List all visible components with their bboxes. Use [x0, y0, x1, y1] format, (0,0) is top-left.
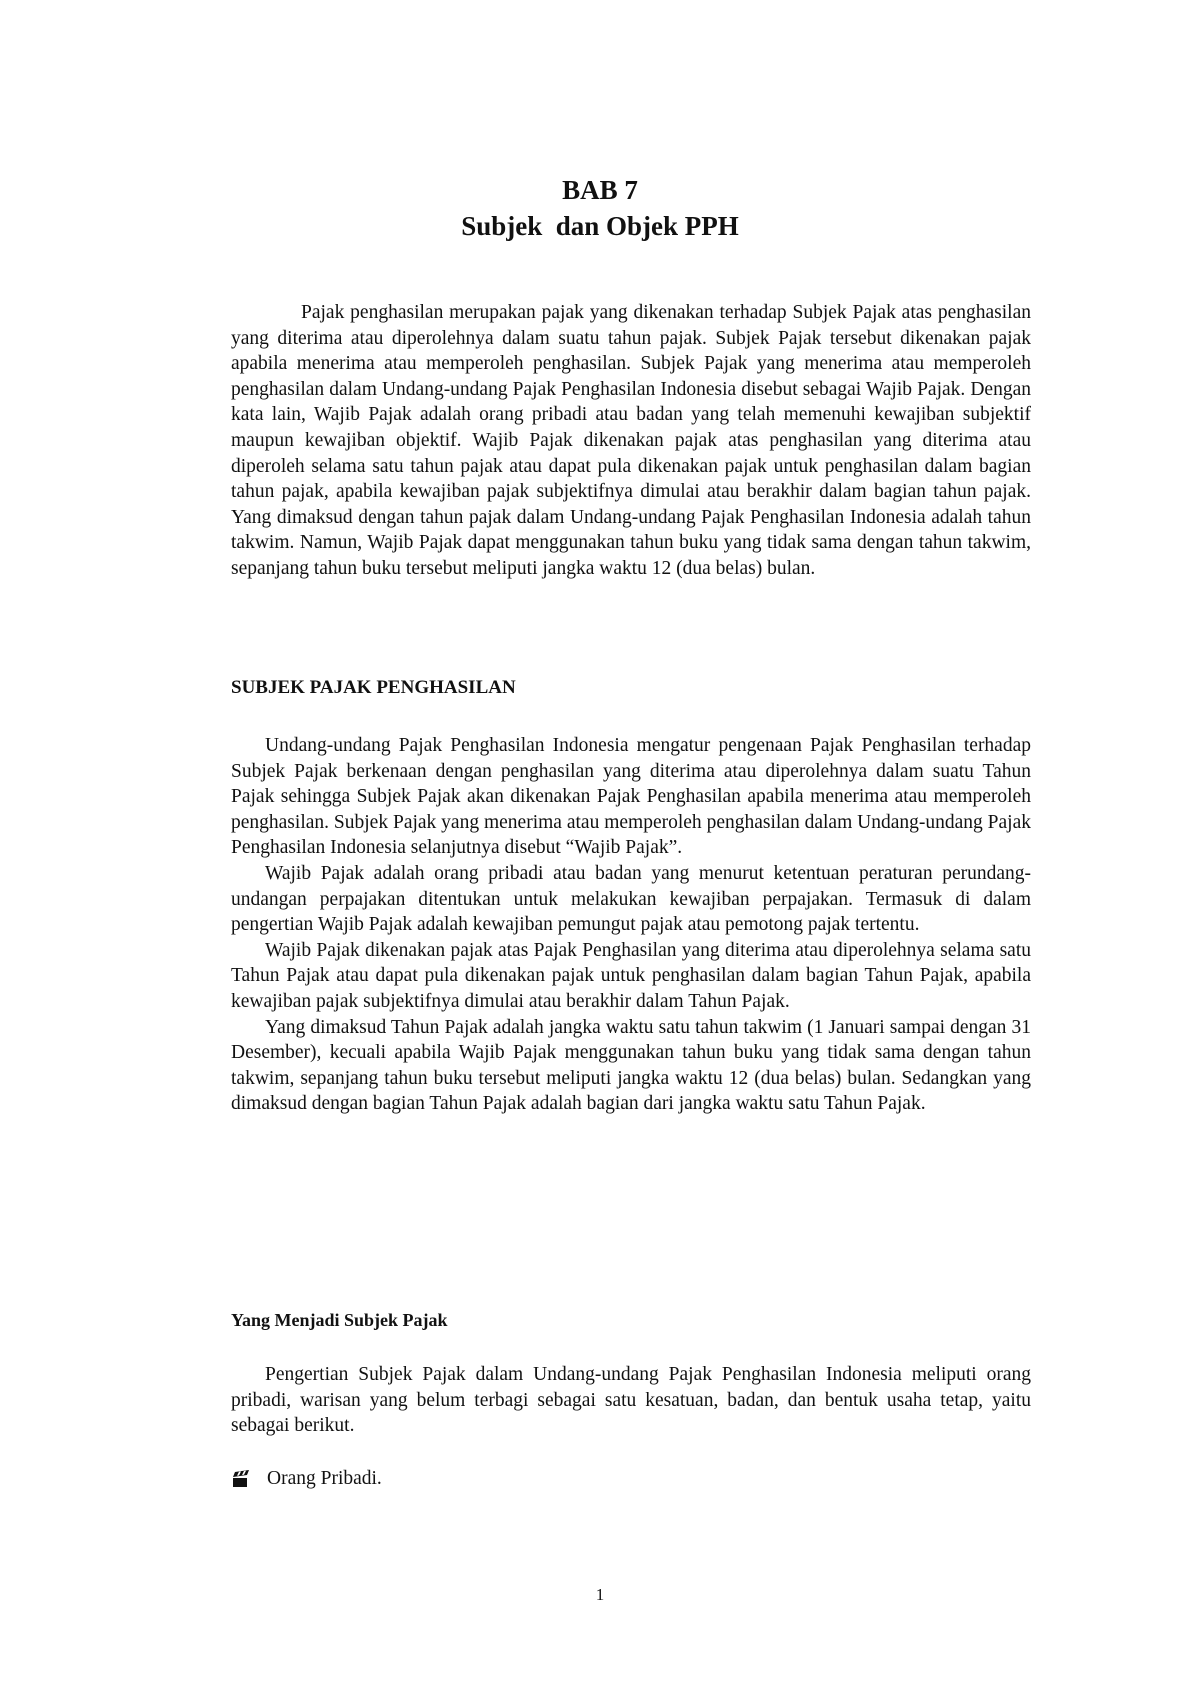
intro-paragraph-block: [231, 300, 1031, 582]
section-body: [231, 733, 1031, 1117]
subsection-body: [231, 1362, 1031, 1439]
section-paragraph: Yang dimaksud Tahun Pajak adalah jangka waktu satu tahun takwim (1 Januari sampai dengan 31 Desember), kecuali apabila Wajib Pajak menggunakan tahun buku yang tidak sama dengan tahun takwim, sepanjang tahun buku tersebut meliputi jangka waktu 12 (dua belas) bulan. Sedangkan yang dimaksud dengan bagian Tahun Pajak adalah bagian dari jangka waktu satu Tahun Pajak.: [231, 1016, 1031, 1115]
intro-paragraph: Pajak penghasilan merupakan pajak yang dikenakan terhadap Subjek Pajak atas penghasilan yang diterima atau diperolehnya dalam suatu tahun pajak. Subjek Pajak tersebut dikenakan pajak apabila menerima atau memperoleh penghasilan. Subjek Pajak yang menerima atau memperoleh penghasilan dalam Undang-undang Pajak Penghasilan Indonesia disebut sebagai Wajib Pajak. Dengan kata lain, Wajib Pajak adalah orang pribadi atau badan yang telah memenuhi kewajiban subjektif maupun kewajiban objektif. Wajib Pajak dikenakan pajak atas penghasilan yang diterima atau diperoleh selama satu tahun pajak atau dapat pula dikenakan pajak untuk penghasilan dalam bagian tahun pajak, apabila kewajiban pajak subjektifnya dimulai atau berakhir dalam bagian tahun pajak. Yang dimaksud dengan tahun pajak dalam Undang-undang Pajak Penghasilan Indonesia adalah tahun takwim. Namun, Wajib Pajak dapat menggunakan tahun buku yang tidak sama dengan tahun takwim, sepanjang tahun buku tersebut meliputi jangka waktu 12 (dua belas) bulan.: [231, 302, 1031, 579]
subsection-paragraph: Pengertian Subjek Pajak dalam Undang-undang Pajak Penghasilan Indonesia meliputi orang pribadi, warisan yang belum terbagi sebagai satu kesatuan, badan, dan bentuk usaha tetap, yaitu sebagai berikut.: [231, 1364, 1031, 1437]
clapperboard-icon: [231, 1469, 251, 1489]
title-block: [0, 172, 1200, 244]
chapter-number: BAB 7: [562, 175, 638, 205]
section-paragraph: Wajib Pajak adalah orang pribadi atau badan yang menurut ketentuan peraturan perundang-undangan perpajakan ditentukan untuk melakukan kewajiban perpajakan. Termasuk di dalam pengertian Wajib Pajak adalah kewajiban pemungut pajak atau pemotong pajak tertentu.: [231, 862, 1031, 936]
bullet-text: Orang Pribadi.: [267, 1468, 382, 1489]
section-paragraph: Wajib Pajak dikenakan pajak atas Pajak Penghasilan yang diterima atau diperolehnya selama satu Tahun Pajak atau dapat pula dikenakan pajak untuk penghasilan dalam bagian Tahun Pajak, apabila kewajiban pajak subjektifnya dimulai atau berakhir dalam Tahun Pajak.: [231, 939, 1031, 1012]
chapter-title: Subjek dan Objek PPH: [461, 211, 739, 241]
subsection-heading: Yang Menjadi Subjek Pajak: [231, 1310, 448, 1330]
section-paragraph: Undang-undang Pajak Penghasilan Indonesia mengatur pengenaan Pajak Penghasilan terhadap Subjek Pajak berkenaan dengan penghasilan yang diterima atau diperolehnya dalam suatu Tahun Pajak sehingga Subjek Pajak akan dikenakan Pajak Penghasilan apabila menerima atau memperoleh penghasilan. Subjek Pajak yang menerima atau memperoleh penghasilan dalam Undang-undang Pajak Penghasilan Indonesia selanjutnya disebut “Wajib Pajak”.: [231, 735, 1031, 859]
section-heading: SUBJEK PAJAK PENGHASILAN: [231, 677, 516, 698]
page-number: 1: [595, 1585, 605, 1604]
bullet-list-item: [231, 1468, 382, 1490]
